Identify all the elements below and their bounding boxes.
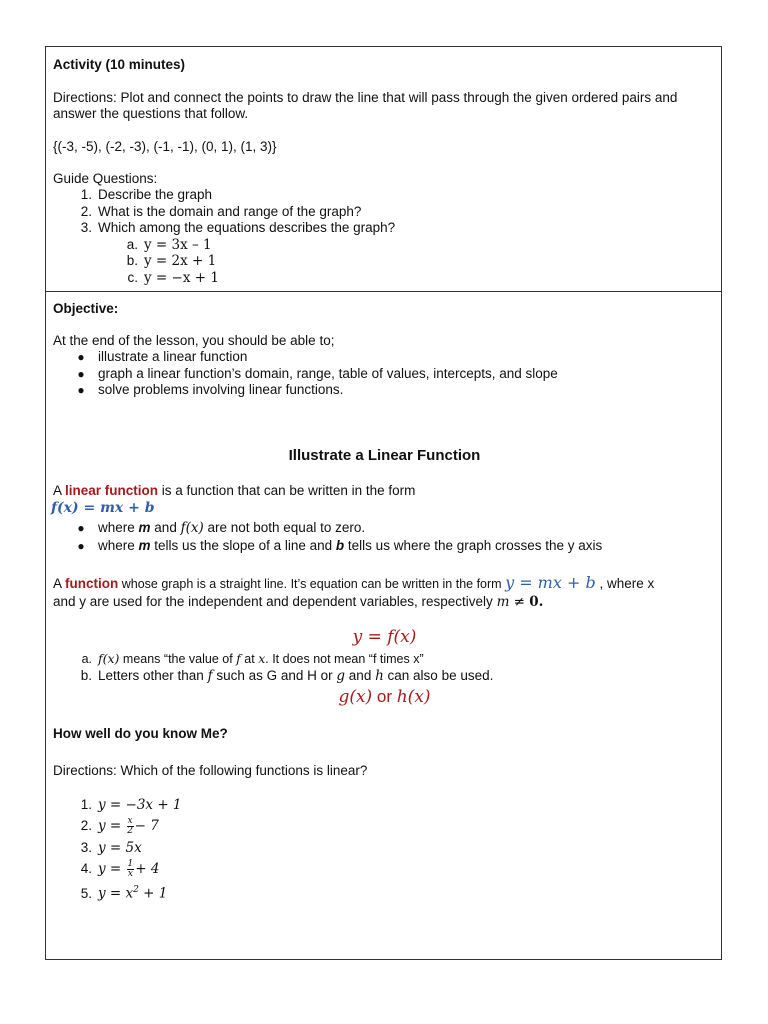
- equation-choice: a. y = 3x – 1: [126, 237, 212, 253]
- alternate-function-names: g(x) or h(x): [338, 687, 431, 707]
- standard-form-equation: f(x) = mx + b: [51, 500, 155, 516]
- ordered-pairs: {(-3, -5), (-2, -3), (-1, -1), (0, 1), (1, 3)}: [53, 139, 277, 154]
- function-paragraph-cont: and y are used for the independent and dependent variables, respectively m ≠ 0.: [53, 594, 544, 610]
- objective-item: ● illustrate a linear function: [77, 349, 248, 364]
- guide-question: 1. Describe the graph: [80, 187, 213, 202]
- quiz-item: 4. y = $\frac{1}{x}$ + 4: [80, 859, 160, 879]
- definition-bullet: ● where m and f(x) are not both equal to zero.: [77, 520, 366, 536]
- function-paragraph: A function whose graph is a straight line. It’s equation can be written in the form y = mx + b , where x: [53, 573, 655, 592]
- guide-question: 3. Which among the equations describes the graph?: [80, 220, 396, 235]
- quiz-item: 1. y = −3x + 1: [80, 797, 182, 813]
- quiz-item: 2. y = $\frac{x}{2}$ − 7: [80, 816, 159, 836]
- equation-choice: b. y = 2x + 1: [126, 253, 217, 269]
- quiz-directions: Directions: Which of the following functions is linear?: [53, 763, 368, 778]
- activity-directions-cont: answer the questions that follow.: [53, 106, 249, 121]
- guide-question: 2. What is the domain and range of the graph?: [80, 204, 362, 219]
- notation-note: b. Letters other than f such as G and H or g and h can also be used.: [80, 668, 494, 684]
- guide-questions-title: Guide Questions:: [53, 171, 158, 186]
- notation-note: a. f(x) means “the value of f at x. It does not mean “f times x”: [81, 651, 424, 666]
- linear-function-definition: A linear function is a function that can be written in the form: [53, 483, 416, 498]
- definition-bullet: ● where m tells us the slope of a line and b tells us where the graph crosses the y axis: [77, 538, 603, 553]
- quiz-title: How well do you know Me?: [53, 726, 228, 741]
- objective-item: ● graph a linear function’s domain, range, table of values, intercepts, and slope: [77, 366, 558, 381]
- objective-item: ● solve problems involving linear functions.: [77, 382, 344, 397]
- objective-title: Objective:: [53, 301, 119, 316]
- objective-intro: At the end of the lesson, you should be able to;: [53, 333, 335, 348]
- quiz-item: 3. y = 5x: [80, 840, 142, 856]
- y-equals-f-of-x: y = f(x): [352, 627, 417, 647]
- fraction: $\frac{1}{x}$: [127, 859, 134, 879]
- activity-box: [46, 47, 721, 292]
- section-heading: Illustrate a Linear Function: [288, 447, 481, 464]
- activity-title: Activity (10 minutes): [53, 57, 186, 72]
- quiz-item: 5. $y = x^2 + 1$: [80, 885, 168, 902]
- fraction: $\frac{x}{2}$: [127, 816, 133, 836]
- equation-choice: c. y = −x + 1: [127, 270, 219, 286]
- worksheet: [45, 46, 722, 960]
- activity-directions: Directions: Plot and connect the points to draw the line that will pass through the given ordered pairs and: [53, 90, 678, 105]
